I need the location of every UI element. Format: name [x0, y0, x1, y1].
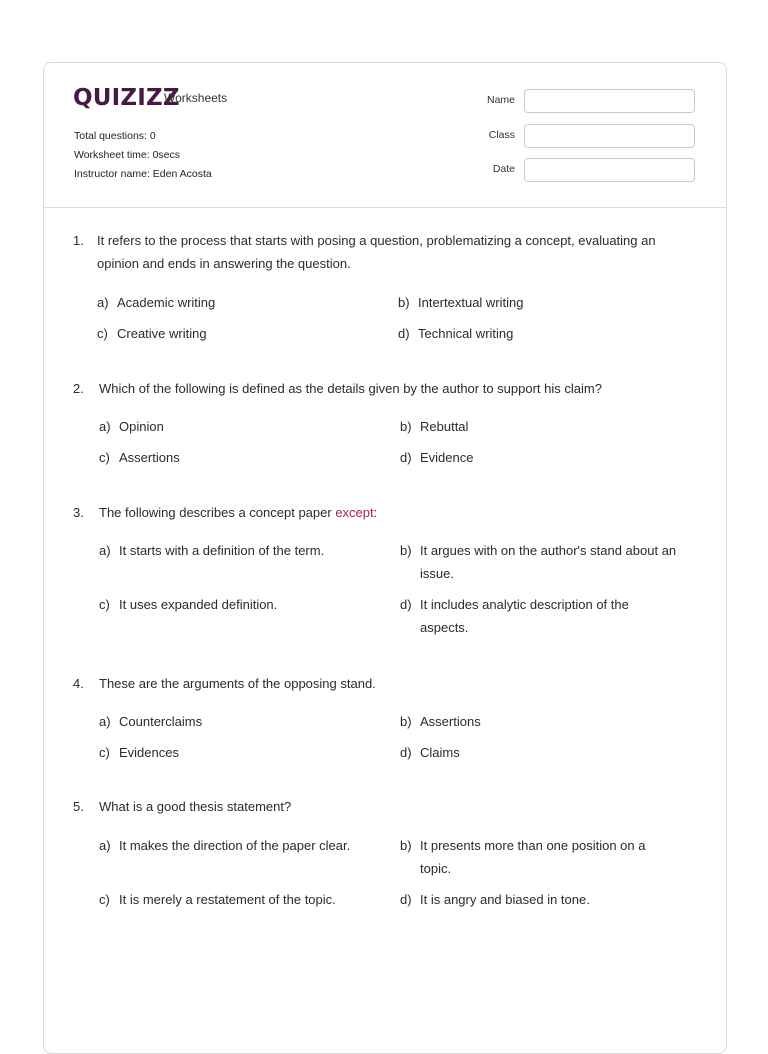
- answer-option[interactable]: [99, 710, 202, 733]
- option-text: It argues with on the author's stand about an issue.: [420, 543, 677, 581]
- option-text: Assertions: [119, 450, 180, 465]
- answer-option[interactable]: [400, 888, 670, 911]
- answer-option[interactable]: [400, 710, 481, 733]
- answer-option[interactable]: [400, 834, 670, 880]
- answer-option[interactable]: [99, 446, 180, 469]
- answer-option[interactable]: [97, 291, 215, 314]
- option-letter: a): [97, 295, 109, 310]
- date-field[interactable]: [524, 158, 695, 182]
- option-letter: a): [99, 838, 111, 853]
- option-letter: b): [400, 419, 412, 434]
- question-number: 1.: [73, 233, 84, 248]
- answer-option[interactable]: [99, 539, 379, 562]
- option-text: Intertextual writing: [418, 295, 524, 310]
- answer-option[interactable]: [99, 593, 379, 616]
- class-label: Class: [488, 129, 515, 141]
- option-text: It presents more than one position on a topic.: [420, 838, 646, 876]
- question-text-main: The following describes a concept paper: [99, 505, 336, 520]
- option-text: It is merely a restatement of the topic.: [119, 892, 336, 907]
- question-text: [99, 501, 699, 524]
- option-letter: b): [400, 714, 412, 729]
- date-label: Date: [492, 163, 515, 175]
- instructor-name: Instructor name: Eden Acosta: [74, 168, 212, 180]
- name-label: Name: [486, 94, 515, 106]
- option-text: Claims: [420, 745, 460, 760]
- option-letter: c): [97, 326, 108, 341]
- question-text: What is a good thesis statement?: [99, 799, 292, 814]
- class-field[interactable]: [524, 124, 695, 148]
- worksheet-header: [44, 63, 726, 208]
- option-letter: b): [400, 838, 412, 853]
- option-text: Creative writing: [117, 326, 207, 341]
- option-text: Rebuttal: [420, 419, 469, 434]
- answer-option[interactable]: [99, 888, 389, 911]
- worksheet-time: Worksheet time: 0secs: [74, 149, 181, 161]
- question-number: 5.: [73, 799, 84, 814]
- option-letter: c): [99, 892, 110, 907]
- option-text: Assertions: [420, 714, 481, 729]
- answer-option[interactable]: [97, 322, 207, 345]
- option-letter: a): [99, 419, 111, 434]
- option-text: It includes analytic description of the aspects.: [420, 597, 629, 635]
- question-text: These are the arguments of the opposing stand.: [99, 676, 376, 691]
- option-text: Technical writing: [418, 326, 514, 341]
- total-questions: Total questions: 0: [74, 130, 156, 142]
- answer-option[interactable]: [99, 741, 179, 764]
- question-number: 4.: [73, 676, 84, 691]
- answer-option[interactable]: [400, 741, 460, 764]
- option-text: Counterclaims: [119, 714, 203, 729]
- option-text: Evidence: [420, 450, 474, 465]
- logo-subtitle: Worksheets: [164, 91, 228, 105]
- question-number: 2.: [73, 381, 84, 396]
- option-letter: d): [400, 450, 412, 465]
- answer-option[interactable]: [398, 291, 524, 314]
- option-letter: d): [400, 597, 412, 612]
- option-letter: d): [400, 745, 412, 760]
- answer-option[interactable]: [400, 446, 473, 469]
- question-number: 3.: [73, 505, 84, 520]
- question-text: Which of the following is defined as the details given by the author to support his claim?: [99, 381, 602, 396]
- quizizz-logo: QUIZIZZ: [73, 85, 180, 111]
- option-letter: b): [400, 543, 412, 558]
- option-letter: a): [99, 714, 111, 729]
- answer-option[interactable]: [398, 322, 513, 345]
- option-letter: a): [99, 543, 111, 558]
- option-letter: b): [398, 295, 410, 310]
- question-highlight: except:: [335, 505, 378, 520]
- option-letter: c): [99, 597, 110, 612]
- option-text: Evidences: [119, 745, 179, 760]
- option-text: It is angry and biased in tone.: [420, 892, 590, 907]
- answer-option[interactable]: [99, 415, 164, 438]
- option-text: It makes the direction of the paper clear.: [119, 838, 351, 853]
- option-letter: c): [99, 745, 110, 760]
- name-field[interactable]: [524, 89, 695, 113]
- answer-option[interactable]: [400, 539, 702, 585]
- answer-option[interactable]: [99, 834, 389, 857]
- answer-option[interactable]: [400, 593, 660, 639]
- option-text: Academic writing: [117, 295, 216, 310]
- answer-option[interactable]: [400, 415, 468, 438]
- question-text: It refers to the process that starts with posing a question, problematizing a concept, evaluating an opinion and ends in answering the question.: [97, 233, 656, 271]
- option-text: It starts with a definition of the term.: [119, 543, 325, 558]
- option-text: It uses expanded definition.: [119, 597, 278, 612]
- option-letter: d): [398, 326, 410, 341]
- option-text: Opinion: [119, 419, 164, 434]
- option-letter: d): [400, 892, 412, 907]
- option-letter: c): [99, 450, 110, 465]
